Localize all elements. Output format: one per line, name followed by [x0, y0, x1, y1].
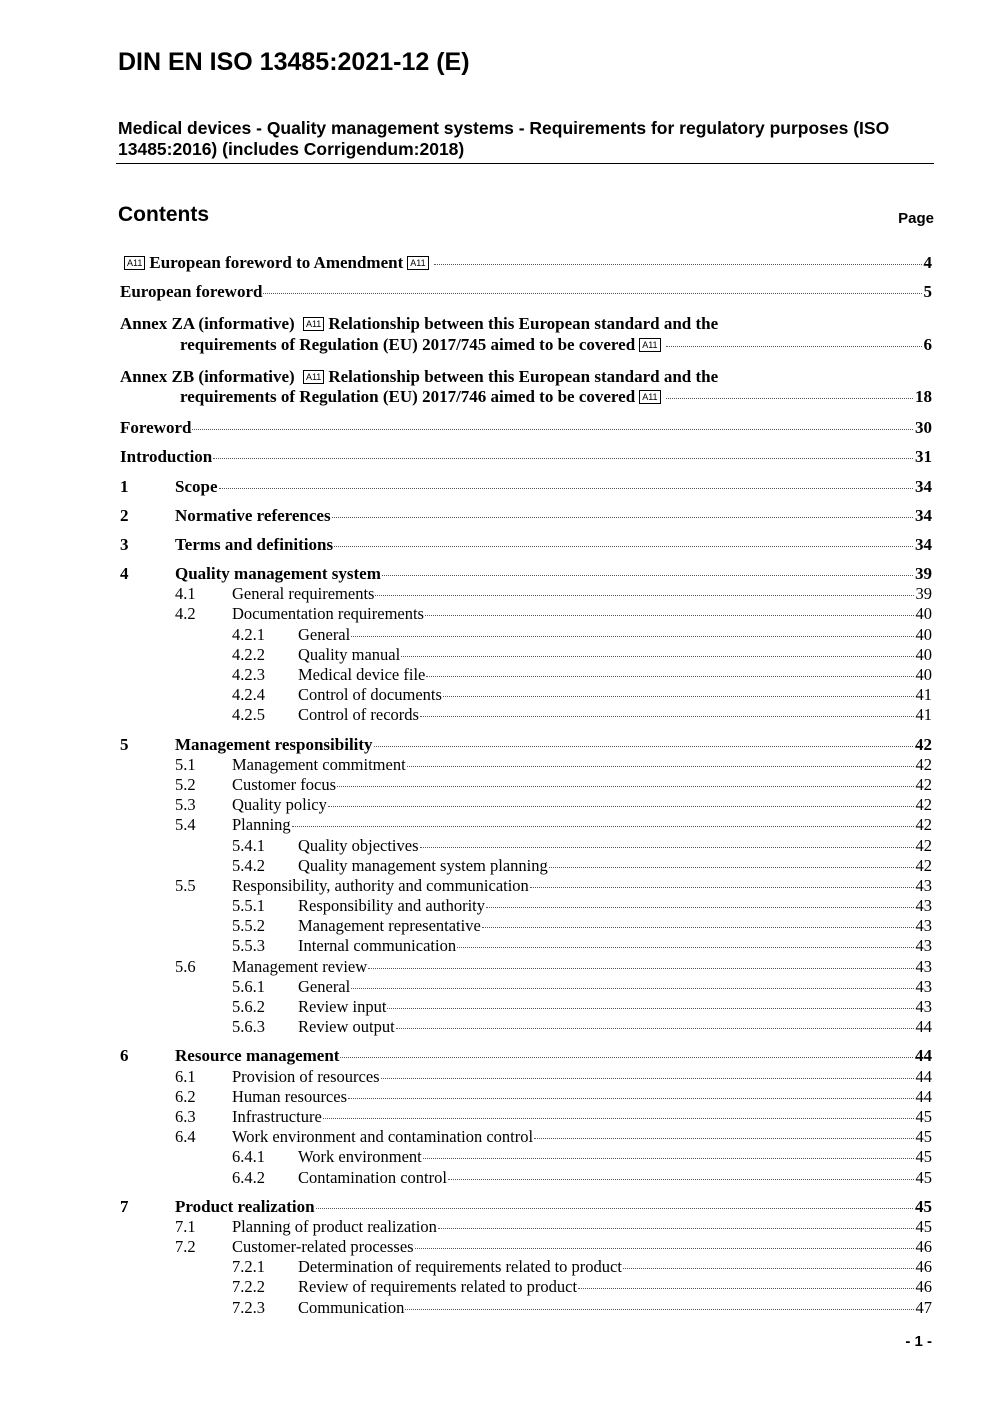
entry-page: 46 [915, 1237, 932, 1257]
dot-leader [340, 1057, 913, 1058]
entry-number: 6.3 [175, 1106, 196, 1126]
toc-entry[interactable] [120, 625, 932, 645]
dot-leader [351, 988, 913, 989]
dot-leader [425, 615, 914, 616]
entry-title [120, 253, 433, 273]
entry-title [120, 367, 718, 387]
toc-entry[interactable] [120, 604, 932, 624]
toc-entry[interactable] [120, 253, 932, 273]
entry-title: Scope [175, 476, 218, 496]
dot-leader [316, 1208, 913, 1209]
entry-page: 40 [915, 604, 932, 624]
page-number: - 1 - [905, 1333, 932, 1350]
entry-title: Responsibility and authority [298, 896, 485, 916]
entry-page: 39 [915, 564, 932, 584]
dot-leader [486, 907, 914, 908]
dot-leader [407, 766, 914, 767]
entry-title-text: Foreword [120, 418, 192, 438]
entry-page: 40 [915, 624, 932, 644]
dot-leader [374, 746, 913, 747]
entry-number: 4.2.3 [232, 665, 265, 684]
entry-number: 7.2 [175, 1237, 196, 1257]
entry-page: 43 [915, 896, 932, 916]
toc-entry[interactable] [120, 876, 932, 896]
entry-page: 5 [923, 282, 932, 302]
entry-page: 41 [915, 705, 932, 725]
entry-page: 34 [915, 534, 932, 554]
toc-entry[interactable] [120, 936, 932, 956]
dot-leader [549, 867, 914, 868]
entry-title: Documentation requirements [232, 604, 424, 624]
toc-entry[interactable] [120, 1237, 932, 1257]
entry-title: Internal communication [298, 936, 457, 956]
toc-entry[interactable] [120, 1168, 932, 1188]
entry-page: 45 [915, 1167, 932, 1187]
dot-leader [443, 696, 914, 697]
dot-leader [292, 826, 914, 827]
dot-leader [438, 1228, 914, 1229]
entry-page: 46 [915, 1277, 932, 1297]
toc-entry[interactable] [120, 1197, 932, 1217]
entry-page: 45 [915, 1147, 932, 1167]
toc-entry[interactable] [120, 977, 932, 997]
entry-page: 6 [923, 334, 932, 354]
entry-title: Terms and definitions [175, 534, 334, 554]
entry-title-text: Relationship between this European standard and the [328, 314, 719, 334]
entry-title: General [298, 976, 351, 996]
toc-entry[interactable] [120, 1107, 932, 1127]
entry-page: 41 [915, 685, 932, 705]
toc-entry[interactable] [120, 645, 932, 665]
entry-page: 42 [915, 815, 932, 835]
contents-heading: Contents [118, 203, 209, 226]
dot-leader [426, 676, 913, 677]
entry-title: Planning of product realization [232, 1216, 437, 1236]
dot-leader [420, 716, 914, 717]
dot-leader [448, 1179, 914, 1180]
entry-page: 43 [915, 936, 932, 956]
entry-number: 7.2.3 [232, 1297, 265, 1317]
dot-leader [219, 488, 914, 489]
toc-entry[interactable] [120, 775, 932, 795]
entry-number: 6.4 [175, 1127, 196, 1147]
entry-number: 4.2.1 [232, 624, 265, 644]
entry-title-text: requirements of Regulation (EU) 2017/746 aimed to be covered [180, 386, 636, 406]
entry-number: 4.2.4 [232, 685, 265, 705]
dot-leader [368, 968, 913, 969]
toc-entry[interactable] [120, 685, 932, 705]
entry-title: Planning [232, 815, 291, 835]
toc-entry[interactable] [120, 1046, 932, 1066]
toc-entry[interactable] [120, 997, 932, 1017]
entry-title: General requirements [232, 584, 375, 604]
toc-entry[interactable] [120, 856, 932, 876]
entry-number: 5.1 [175, 754, 196, 774]
entry-number: 5.3 [175, 795, 196, 815]
dot-leader [623, 1268, 914, 1269]
amendment-marker-icon: A11 [407, 256, 428, 270]
entry-title: Control of records [298, 705, 419, 725]
dot-leader [381, 1078, 914, 1079]
entry-title: Human resources [232, 1086, 348, 1106]
dot-leader [332, 517, 913, 518]
entry-title: Quality policy [232, 795, 327, 815]
entry-title [120, 314, 718, 334]
entry-number: 6.1 [175, 1066, 196, 1086]
entry-page: 44 [915, 1066, 932, 1086]
dot-leader [382, 575, 913, 576]
entry-title: Work environment and contamination control [232, 1127, 534, 1147]
annex-label: Annex ZA (informative) [120, 314, 295, 334]
entry-page: 42 [915, 754, 932, 774]
entry-title: Review output [298, 1017, 395, 1037]
dot-leader [666, 346, 922, 347]
toc-entry[interactable] [120, 1017, 932, 1037]
dot-leader [375, 595, 913, 596]
entry-number: 5.4.1 [232, 835, 265, 855]
entry-title-text: Relationship between this European standard and the [328, 366, 719, 386]
table-of-contents [120, 253, 932, 1318]
entry-number: 6.4.1 [232, 1147, 265, 1167]
toc-entry[interactable] [120, 1257, 932, 1277]
dot-leader [213, 458, 913, 459]
entry-page: 45 [915, 1106, 932, 1126]
toc-entry[interactable] [120, 535, 932, 555]
dot-leader [534, 1138, 913, 1139]
entry-number: 7.1 [175, 1216, 196, 1236]
toc-entry[interactable] [120, 282, 932, 302]
entry-page: 44 [915, 1046, 932, 1066]
entry-number: 7.2.1 [232, 1257, 265, 1277]
toc-entry[interactable] [120, 584, 932, 604]
entry-number: 2 [120, 505, 129, 525]
entry-title: Review of requirements related to product [298, 1277, 578, 1297]
amendment-marker-icon: A11 [124, 256, 145, 270]
toc-entry[interactable] [120, 665, 932, 685]
entry-number: 5.5 [175, 875, 196, 895]
dot-leader [334, 546, 913, 547]
toc-entry[interactable] [120, 957, 932, 977]
entry-title-text: European foreword to Amendment [149, 253, 404, 272]
dot-leader [415, 1248, 914, 1249]
entry-number: 5.5.2 [232, 916, 265, 936]
entry-title [180, 335, 665, 355]
entry-title: Medical device file [298, 665, 426, 684]
entry-page: 45 [915, 1216, 932, 1236]
entry-page: 44 [915, 1017, 932, 1037]
entry-title: Quality objectives [298, 835, 419, 855]
entry-page: 34 [915, 476, 932, 496]
entry-title: Work environment [298, 1147, 422, 1167]
entry-title: Management representative [298, 916, 481, 936]
entry-title: Quality management system [175, 564, 381, 584]
toc-entry[interactable] [120, 1277, 932, 1297]
dot-leader [482, 927, 914, 928]
entry-page: 44 [915, 1086, 932, 1106]
toc-entry[interactable] [120, 314, 932, 334]
toc-entry[interactable] [120, 1067, 932, 1087]
entry-title: Management commitment [232, 754, 406, 774]
entry-page: 47 [915, 1297, 932, 1317]
entry-number: 6.2 [175, 1086, 196, 1106]
toc-entry-continuation[interactable] [120, 387, 932, 407]
dot-leader [405, 1309, 913, 1310]
entry-page: 43 [915, 976, 932, 996]
title-divider [116, 163, 934, 164]
toc-entry[interactable] [120, 1217, 932, 1237]
toc-entry[interactable] [120, 735, 932, 755]
amendment-marker-icon: A11 [303, 370, 324, 384]
dot-leader [457, 947, 913, 948]
entry-title [120, 418, 191, 438]
toc-entry[interactable] [120, 916, 932, 936]
dot-leader [348, 1098, 913, 1099]
entry-number: 4.2.5 [232, 705, 265, 725]
entry-title: Product realization [175, 1196, 315, 1216]
entry-number: 7.2.2 [232, 1277, 265, 1297]
toc-entry[interactable] [120, 1087, 932, 1107]
entry-number: 5.4.2 [232, 855, 265, 875]
dot-leader [351, 636, 913, 637]
dot-leader [420, 847, 914, 848]
document-subtitle: Medical devices - Quality management systems - Requirements for regulatory purposes (ISO 13485:2016) (includes Corrigendum:2018) [118, 118, 890, 159]
toc-entry[interactable] [120, 506, 932, 526]
entry-title: Communication [298, 1297, 405, 1317]
entry-page: 46 [915, 1257, 932, 1277]
entry-page: 43 [915, 956, 932, 976]
entry-title: Quality manual [298, 644, 401, 664]
entry-page: 4 [923, 253, 932, 272]
entry-title: Responsibility, authority and communication [232, 875, 529, 895]
dot-leader [578, 1288, 913, 1289]
entry-title: Review input [298, 997, 387, 1016]
entry-page: 40 [915, 665, 932, 684]
entry-number: 5.6 [175, 956, 196, 976]
entry-page: 30 [915, 418, 932, 438]
entry-title: Infrastructure [232, 1106, 322, 1126]
dot-leader [263, 293, 921, 294]
entry-title: Normative references [175, 505, 331, 525]
entry-number: 5.6.2 [232, 997, 265, 1016]
amendment-marker-icon: A11 [639, 338, 660, 352]
entry-number: 5.4 [175, 815, 196, 835]
toc-entry[interactable] [120, 477, 932, 497]
entry-title: Determination of requirements related to product [298, 1257, 622, 1277]
toc-entry-continuation[interactable] [120, 335, 932, 355]
entry-page: 43 [915, 875, 932, 895]
entry-title-text: Introduction [120, 447, 213, 467]
entry-number: 5.6.3 [232, 1017, 265, 1037]
page-column-label: Page [898, 210, 934, 227]
entry-number: 4.1 [175, 584, 196, 604]
entry-title: General [298, 624, 351, 644]
entry-title: Quality management system planning [298, 855, 548, 875]
dot-leader [434, 264, 922, 265]
entry-title: Provision of resources [232, 1066, 380, 1086]
entry-number: 4.2.2 [232, 644, 265, 664]
entry-title: Management responsibility [175, 734, 373, 754]
amendment-marker-icon: A11 [303, 317, 324, 331]
toc-entry[interactable] [120, 705, 932, 725]
entry-number: 5.2 [175, 774, 196, 794]
dot-leader [530, 887, 914, 888]
entry-number: 7 [120, 1196, 129, 1216]
entry-number: 5.6.1 [232, 976, 265, 996]
entry-title-text: European foreword [120, 282, 263, 302]
entry-number: 5 [120, 734, 129, 754]
entry-page: 42 [915, 734, 932, 754]
toc-entry[interactable] [120, 447, 932, 467]
entry-title: Management review [232, 956, 368, 976]
entry-page: 42 [915, 774, 932, 794]
entry-page: 18 [915, 386, 932, 406]
amendment-marker-icon: A11 [639, 390, 660, 404]
entry-number: 5.5.3 [232, 936, 265, 956]
entry-page: 40 [915, 644, 932, 664]
entry-page: 42 [915, 795, 932, 815]
entry-title [120, 282, 262, 302]
dot-leader [337, 786, 913, 787]
entry-page: 45 [915, 1127, 932, 1147]
entry-page: 42 [915, 835, 932, 855]
document-title: DIN EN ISO 13485:2021-12 (E) [118, 48, 470, 76]
dot-leader [387, 1008, 913, 1009]
toc-entry[interactable] [120, 564, 932, 584]
entry-page: 43 [915, 916, 932, 936]
toc-entry[interactable] [120, 836, 932, 856]
entry-number: 3 [120, 534, 129, 554]
toc-entry[interactable] [120, 367, 932, 387]
entry-title-text: requirements of Regulation (EU) 2017/745 aimed to be covered [180, 334, 636, 354]
dot-leader [323, 1118, 914, 1119]
entry-page: 43 [915, 997, 932, 1016]
entry-number: 6 [120, 1046, 129, 1066]
dot-leader [396, 1028, 914, 1029]
dot-leader [423, 1158, 914, 1159]
toc-entry[interactable] [120, 418, 932, 438]
entry-page: 31 [915, 447, 932, 467]
entry-number: 4 [120, 564, 129, 584]
entry-number: 1 [120, 476, 129, 496]
entry-page: 39 [915, 584, 932, 604]
dot-leader [192, 429, 913, 430]
entry-page: 45 [915, 1196, 932, 1216]
annex-label: Annex ZB (informative) [120, 366, 295, 386]
entry-title: Customer focus [232, 774, 337, 794]
entry-title: Customer-related processes [232, 1237, 414, 1257]
entry-title: Contamination control [298, 1167, 447, 1187]
entry-title [180, 387, 665, 407]
entry-number: 6.4.2 [232, 1167, 265, 1187]
entry-title: Resource management [175, 1046, 340, 1066]
entry-number: 5.5.1 [232, 896, 265, 916]
toc-entry[interactable] [120, 1298, 932, 1318]
dot-leader [401, 656, 913, 657]
toc-entry[interactable] [120, 1147, 932, 1167]
entry-number: 4.2 [175, 604, 196, 624]
entry-page: 42 [915, 855, 932, 875]
dot-leader [666, 398, 913, 399]
toc-entry[interactable] [120, 815, 932, 835]
toc-entry[interactable] [120, 1127, 932, 1147]
entry-page: 34 [915, 505, 932, 525]
toc-entry[interactable] [120, 755, 932, 775]
entry-title [120, 447, 212, 467]
toc-entry[interactable] [120, 896, 932, 916]
entry-title: Control of documents [298, 685, 442, 705]
dot-leader [328, 806, 914, 807]
toc-entry[interactable] [120, 795, 932, 815]
